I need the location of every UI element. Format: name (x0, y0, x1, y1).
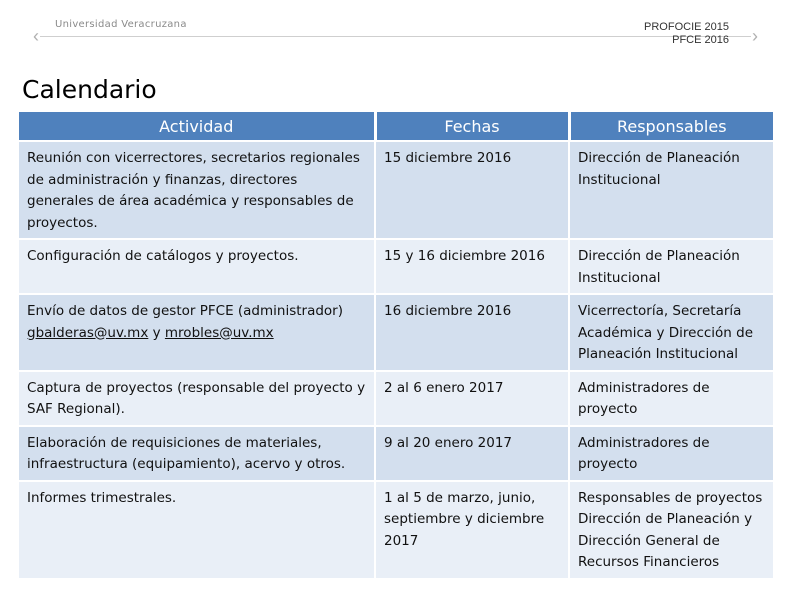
cell-fechas: 16 diciembre 2016 (375, 294, 569, 371)
table-row (19, 371, 773, 426)
university-name: Universidad Veracruzana (55, 19, 187, 30)
cell-responsables: Administradores de proyecto (569, 371, 773, 426)
cell-fechas: 1 al 5 de marzo, junio, septiembre y diciembre 2017 (375, 481, 569, 578)
email-link-mrobles[interactable]: mrobles@uv.mx (164, 324, 274, 341)
cell-responsables: Administradores de proyecto (569, 426, 773, 481)
column-header-responsables: Responsables (569, 112, 773, 141)
cell-fechas: 15 diciembre 2016 (375, 141, 569, 239)
program-pfce: PFCE 2016 (672, 34, 729, 46)
actividad-text: Envío de datos de gestor PFCE (administrador) (27, 303, 343, 319)
table-row (19, 239, 773, 294)
table-row (19, 481, 773, 578)
program-profocie: PROFOCIE 2015 (644, 21, 729, 33)
cell-actividad (19, 294, 375, 371)
cell-actividad: Configuración de catálogos y proyectos. (19, 239, 375, 294)
cell-fechas: 9 al 20 enero 2017 (375, 426, 569, 481)
joiner-text: y (148, 324, 165, 341)
page-title: Calendario (22, 75, 157, 104)
cell-actividad: Reunión con vicerrectores, secretarios regionales de administración y finanzas, directores generales de área académica y responsables de proyectos. (19, 141, 375, 239)
cell-actividad: Informes trimestrales. (19, 481, 375, 578)
column-header-actividad: Actividad (19, 112, 375, 141)
cell-actividad: Elaboración de requisiciones de materiales, infraestructura (equipamiento), acervo y otros. (19, 426, 375, 481)
column-header-fechas: Fechas (375, 112, 569, 141)
cell-responsables: Vicerrectoría, Secretaría Académica y Dirección de Planeación Institucional (569, 294, 773, 371)
cell-actividad: Captura de proyectos (responsable del proyecto y SAF Regional). (19, 371, 375, 426)
table-row (19, 141, 773, 239)
program-labels (644, 21, 729, 47)
cell-fechas: 2 al 6 enero 2017 (375, 371, 569, 426)
slide-header (0, 0, 791, 60)
chevron-left-icon: ‹ (33, 26, 39, 46)
table-row (19, 426, 773, 481)
table-row (19, 294, 773, 371)
calendar-table (19, 112, 773, 578)
email-link-gbalderas[interactable]: gbalderas@uv.mx (27, 324, 149, 341)
cell-responsables: Dirección de Planeación Institucional (569, 239, 773, 294)
cell-responsables: Dirección de Planeación Institucional (569, 141, 773, 239)
cell-fechas: 15 y 16 diciembre 2016 (375, 239, 569, 294)
table-header-row (19, 112, 773, 141)
cell-responsables: Responsables de proyectos Dirección de Planeación y Dirección General de Recursos Financieros (569, 481, 773, 578)
chevron-right-icon: › (752, 26, 758, 46)
